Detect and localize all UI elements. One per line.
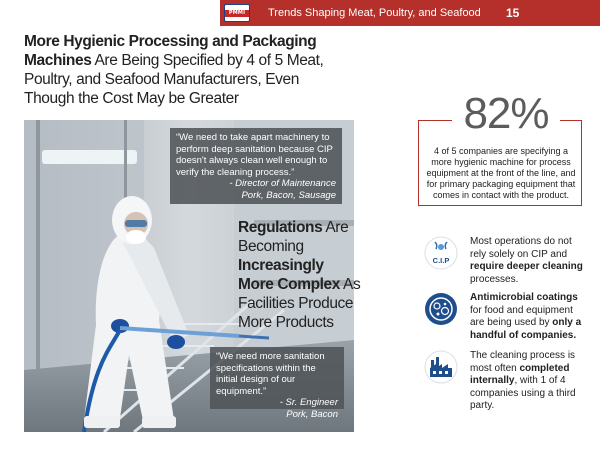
quote-attribution-company: Pork, Bacon bbox=[286, 408, 338, 420]
quote-attribution-role: - Sr. Engineer bbox=[279, 397, 338, 408]
quote-text: “We need to take apart machinery to perform deep sanitation because CIP doesn't always clean well enough to verify the cleaning process.” bbox=[176, 132, 333, 178]
headline-bold: More Hygienic Processing and Packaging Machines bbox=[24, 33, 317, 69]
headline-rest: Are Being Specified by 4 of 5 Meat, Poultry, and Seafood Manufacturers, Even Though the Cost May be Greater bbox=[24, 52, 324, 107]
quote-box-engineer bbox=[210, 347, 344, 420]
antimicrobial-text-c-bold: only a handful of companies. bbox=[470, 317, 582, 341]
cip-text-c: processes. bbox=[470, 273, 519, 285]
factory-icon bbox=[424, 350, 458, 384]
logo-text: PMMI bbox=[228, 10, 246, 16]
antimicrobial-text-b: for food and equipment are being used by bbox=[470, 304, 573, 328]
factory-item-text bbox=[470, 350, 588, 413]
factory-text-c: , with 1 of 4 companies using a third party. bbox=[470, 375, 576, 411]
page-headline bbox=[24, 32, 324, 108]
quote-attribution-company: Pork, Bacon, Sausage bbox=[241, 189, 336, 201]
cip-text-a: Most operations do not rely solely on CIP and bbox=[470, 236, 572, 260]
antimicrobial-icon bbox=[424, 292, 458, 326]
factory-text-bold: completed internally bbox=[470, 362, 570, 386]
regulations-text-end: As Facilities Produce More Products bbox=[238, 276, 361, 331]
cip-text-bold: require deeper cleaning bbox=[470, 261, 583, 272]
header-bar bbox=[220, 0, 600, 26]
regulations-text: Are Becoming bbox=[238, 219, 349, 255]
antimicrobial-text-bold: Antimicrobial coatings bbox=[470, 292, 578, 303]
cip-icon-label: C.I.P bbox=[432, 256, 450, 265]
antimicrobial-item-text bbox=[470, 292, 588, 342]
quote-attribution-role: - Director of Maintenance bbox=[229, 178, 336, 189]
cip-item-text bbox=[470, 236, 588, 286]
complex-bold: Increasingly More Complex bbox=[238, 257, 340, 293]
page-number: 15 bbox=[506, 6, 520, 20]
header-title: Trends Shaping Meat, Poultry, and Seafood bbox=[268, 7, 481, 19]
quote-box-maintenance bbox=[170, 128, 342, 204]
stat-percentage: 82% bbox=[452, 92, 560, 136]
quote-text: “We need more sanitation specifications within the initial design of our equipment.” bbox=[216, 351, 325, 397]
cip-icon bbox=[424, 236, 458, 270]
regulations-callout bbox=[238, 218, 362, 332]
factory-text-a: The cleaning process is most often bbox=[470, 350, 576, 374]
pmmi-logo bbox=[224, 4, 250, 22]
regulations-bold: Regulations bbox=[238, 219, 323, 236]
stat-description: 4 of 5 companies are specifying a more hygienic machine for process equipment at the front of the line, and for primary packaging equipment that comes in contact with the product. bbox=[426, 146, 576, 200]
